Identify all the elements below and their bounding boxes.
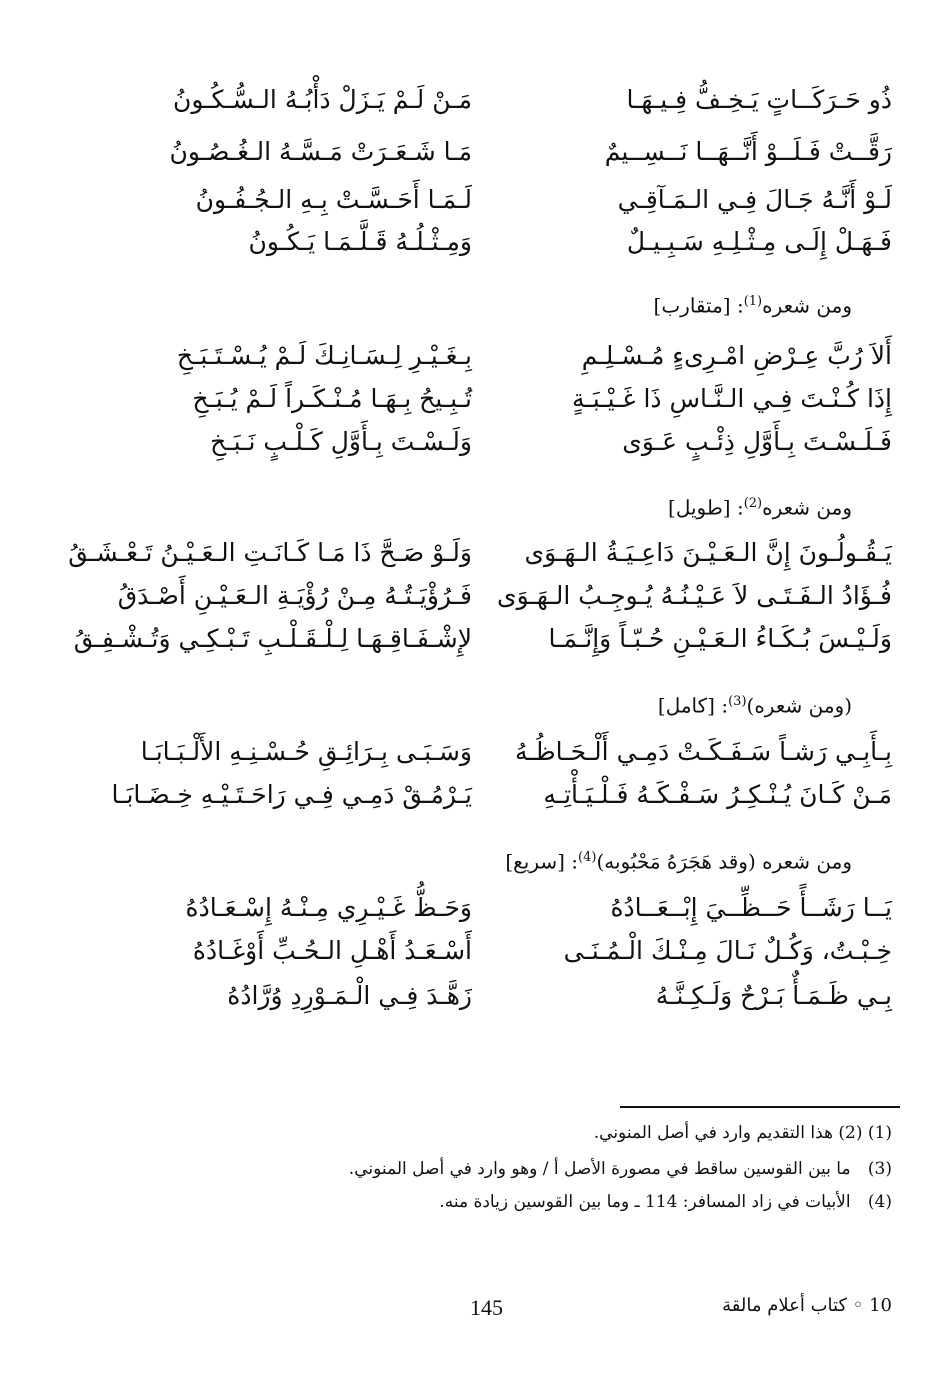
footnote-text: هذا التقديم وارد في أصل المنوني. [593, 1123, 833, 1143]
verse-right: خِـبْـتُ، وَكُـلٌ نَـالَ مِـنْـكَ الْـمُـنَـى [563, 936, 892, 965]
verse-right: لَـوْ أَنَّـهُ جَـالَ فِـي الـمَـآقِـي [617, 185, 892, 214]
footnote [52, 1157, 892, 1181]
verse-left: وَحَـظُّ غَـيْـرِي مِـنْـهُ إِسْـعَـادُهُ [185, 893, 472, 922]
verse-left: بِـغَـيْـرِ لِـسَـانِـكَ لَـمْ يُـسْـتَـبَـخِ [176, 341, 472, 370]
verse-left: مَـا شَـعَـرَتْ مَـسَّـهُ الـغُـصُـونُ [169, 137, 472, 166]
meter-label: : [سريع] [505, 849, 579, 874]
verse-right: فَـلَـسْـتَ بِـأَوَّلِ ذِئْـبٍ عَـوَى [622, 427, 892, 456]
poem-intro [658, 688, 852, 720]
verse-left: مَـنْ لَـمْ يَـزَلْ دَأْبُـهُ الـسُّـكُـونُ [172, 85, 472, 114]
verse-left: زَهَّـدَ فِـي الْـمَـوْرِدِ وُرَّادُهُ [227, 981, 472, 1010]
verse-left: وَمِـثْـلُـهُ قَـلَّـمَـا يَـكُـونُ [248, 227, 472, 256]
verse-right: يَــا رَشَــأً حَــظِّــيَ إِبْــعَــادُهُ [610, 893, 892, 922]
meter-label: : [متقارب] [653, 293, 744, 318]
verse-right: إِذَا كُـنْـتَ فِـي الـنَّـاسِ ذَا غَـيْـبَـةٍ [571, 384, 892, 413]
verse-left: يَـرْمُـقْ دَمِـي فِـي رَاحَـتَـيْـهِ خِـضَـابَـا [111, 780, 472, 809]
page-number: 145 [470, 1295, 503, 1320]
footnote-divider [620, 1106, 900, 1108]
footnote-number: (4) [867, 1192, 892, 1212]
footnote-text: ما بين القوسين ساقط في مصورة الأصل أ / وهو وارد في أصل المنوني. [348, 1159, 851, 1179]
footnote-ref: (3) [728, 694, 747, 709]
verse-right: وَلَـيْـسَ بُـكَـاءُ الـعَـيْـنِ حُـبّـاً وَإِنَّـمَـا [548, 624, 892, 653]
verse-left: فَـرُؤْيَـتُـهُ مِـنْ رُؤْيَـةِ الـعَـيْـنِ أَصْـدَقُ [117, 581, 472, 610]
verse-right: ذُو حَـرَكَــاتٍ يَـخِـفُّ فِـيـهَـا [626, 85, 892, 114]
footnote-ref: (1) [743, 294, 763, 309]
verse-right: رَقَّــتْ فَـلَــوْ أَنَّــهَــا نَــسِــيمٌ [604, 137, 892, 166]
verse-right: فَـهَـلْ إِلَـى مِـثْـلِـهِ سَـبِـيـلٌ [626, 227, 892, 256]
verse-left: وَلَـوْ صَـحَّ ذَا مَـا كَـانَـتِ الـعَـيْـنُ تَـعْـشَـقُ [68, 538, 472, 567]
footnote [52, 1190, 892, 1214]
footnote [52, 1121, 892, 1145]
footnote-text: الأبيات في زاد المسافر: 114 ـ وما بين القوسين زيادة منه. [439, 1192, 851, 1212]
footnote-ref: (4) [578, 850, 597, 865]
intro-text: ومن شعره (وقد هَجَرَهُ مَحْبُوبه) [596, 849, 852, 874]
verse-left: وَسَـبَـى بِـرَائِـقِ حُـسْـنِـهِ الأَلْـبَـابَـا [140, 737, 472, 766]
verse-right: مَـنْ كَـانَ يُـنْـكِـرُ سَـفْـكَـهُ فَـلْـيَـأْتِـهِ [543, 780, 892, 809]
poem-intro [505, 844, 852, 876]
footnote-ref: (2) [743, 496, 763, 511]
poem-intro [654, 288, 852, 320]
verse-right: يَـقُـولُـونَ إِنَّ الـعَـيْـنَ دَاعِـيَـةُ الـهَـوَى [524, 538, 892, 567]
footnote-number: (1) (2) [838, 1123, 892, 1143]
running-footer: 10 ◦ كتاب أعلام مالقة [722, 1295, 892, 1316]
poem-intro [668, 490, 852, 522]
intro-text: ومن شعره [762, 495, 852, 520]
verse-right: أَلاَ رُبَّ عِـرْضِ امْـرِىءٍ مُـسْـلِـمِ [581, 341, 892, 370]
verse-right: فُـؤَادُ الـفَـتَـى لاَ عَـيْـنُـهُ يُـوجِـبُ الـهَـوَى [497, 581, 892, 610]
verse-left: لَـمَـا أَحَـسَّـتْ بِـهِ الـجُـفُـونُ [195, 185, 472, 214]
verse-left: لإِشْـفَـاقِـهَـا لِـلْـقَـلْـبِ تَـبْـكِـي وَتُـشْـفِـقُ [73, 624, 472, 653]
meter-label: : [طويل] [668, 495, 744, 520]
verse-left: وَلَـسْـتَ بِـأَوَّلِ كَـلْـبٍ نَـبَـخِ [210, 427, 472, 456]
intro-text: (ومن شعره) [746, 693, 852, 718]
verse-left: أَسْـعَـدُ أَهْـلِ الـحُـبِّ أَوْغَـادُهُ [192, 936, 472, 965]
footnote-number: (3) [867, 1159, 892, 1179]
verse-right: بِـأَبِـي رَشـاً سَـفَـكَـتْ دَمِـي أَلْـحَـاظُـهُ [515, 737, 892, 766]
verse-right: بِـي ظَـمَـأٌ بَـرْحٌ وَلَـكِـنَّـهُ [655, 981, 892, 1010]
meter-label: : [كامل] [657, 693, 729, 718]
verse-left: تُـبِـيحُ بِـهَـا مُـنْـكَـراً لَـمْ يُـبَـخِ [192, 384, 472, 413]
intro-text: ومن شعره [762, 293, 852, 318]
